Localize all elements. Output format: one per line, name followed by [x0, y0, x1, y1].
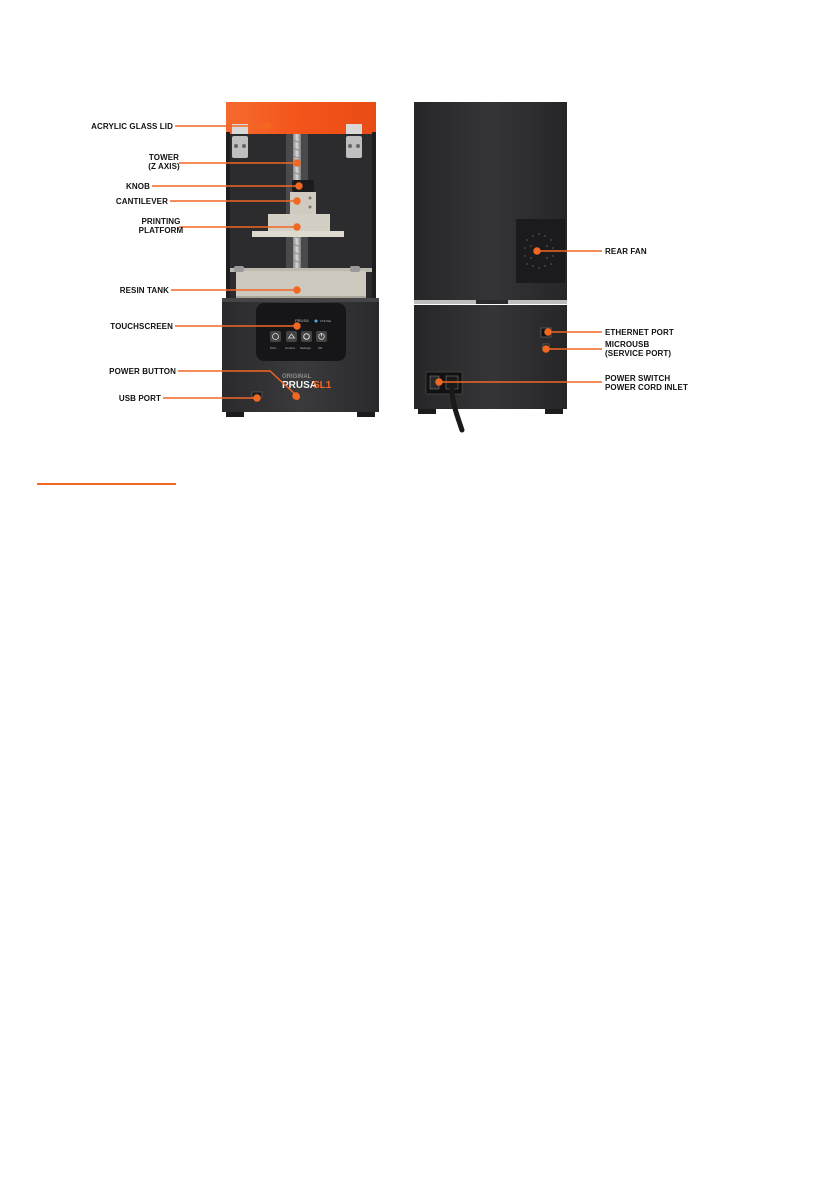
screen-brand: PRUSA	[295, 318, 309, 323]
resin-tank	[236, 271, 366, 299]
label-printing: PRINTING	[141, 217, 181, 226]
label-cantilever: CANTILEVER	[115, 197, 168, 206]
brand-original: ORIGINAL	[282, 374, 312, 380]
label-knob: KNOB	[126, 182, 150, 191]
label-service-port: (SERVICE PORT)	[605, 349, 672, 358]
section-rule	[37, 483, 176, 485]
rear-label-group	[605, 247, 688, 392]
label-z-axis: (Z AXIS)	[148, 162, 180, 171]
label-tower: TOWER	[148, 153, 180, 162]
printer-diagram	[0, 0, 840, 470]
svg-text:Control: Control	[285, 346, 295, 350]
printing-platform	[252, 231, 344, 237]
label-rear-fan: REAR FAN	[605, 247, 647, 256]
label-power-switch: POWER SWITCH	[605, 374, 671, 383]
label-touchscreen: TOUCHSCREEN	[110, 322, 173, 331]
brand-prusa: PRUSA	[282, 380, 318, 391]
hinge-left	[232, 124, 248, 158]
screen-status: ONLINE	[320, 319, 332, 323]
label-resin-tank: RESIN TANK	[119, 286, 169, 295]
brand-sl1: SL1	[313, 380, 332, 391]
front-label-group	[91, 122, 183, 403]
label-power-button: POWER BUTTON	[109, 367, 176, 376]
front-printer	[222, 102, 379, 417]
label-platform: PLATFORM	[138, 226, 184, 235]
svg-text:Print: Print	[270, 346, 277, 350]
label-ethernet-port: ETHERNET PORT	[605, 328, 674, 337]
label-microusb: MICROUSB	[605, 340, 650, 349]
label-acrylic-glass-lid: ACRYLIC GLASS LID	[91, 122, 173, 131]
svg-text:Off: Off	[318, 346, 322, 350]
label-usb-port: USB PORT	[118, 394, 161, 403]
svg-text:Settings: Settings	[300, 346, 311, 350]
hinge-right	[346, 124, 362, 158]
label-power-cord-inlet: POWER CORD INLET	[605, 383, 688, 392]
touchscreen	[256, 303, 346, 361]
settings-icon	[300, 331, 312, 350]
